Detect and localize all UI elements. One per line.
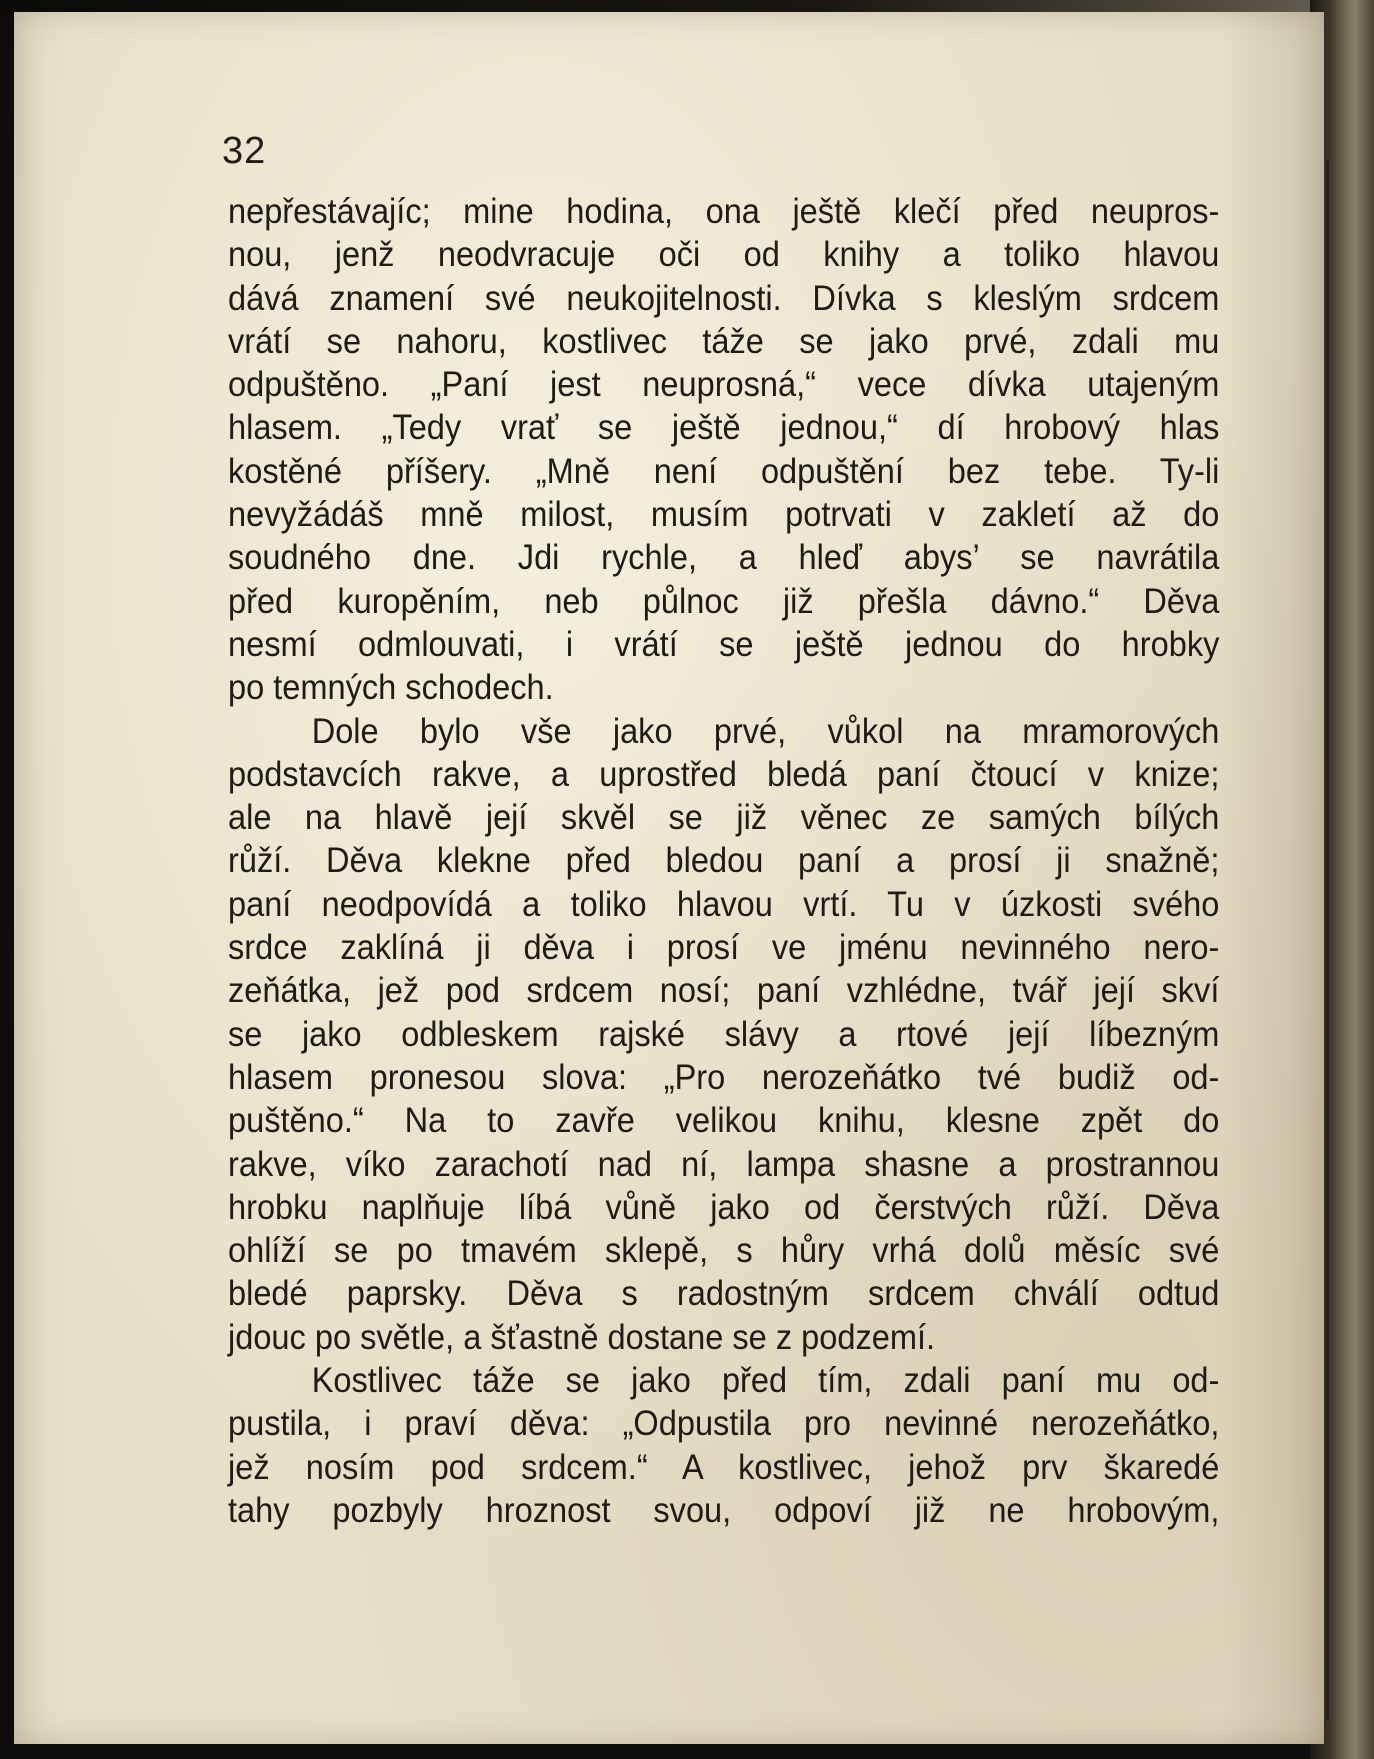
text-line: dává znamení své neukojitelnosti. Dívka s kleslým srdcem	[228, 278, 1220, 318]
text-line: po temných schodech.	[228, 668, 554, 708]
text-line: bledé paprsky. Děva s radostným srdcem chválí odtud	[228, 1274, 1220, 1314]
text-line: hlasem. „Tedy vrať se ještě jednou,“ dí hrobový hlas	[228, 408, 1220, 448]
text-line: před kuropěním, neb půlnoc již přešla dávno.“ Děva	[228, 581, 1220, 621]
text-line: pustila, i praví děva: „Odpustila pro nevinné nerozeňátko,	[228, 1404, 1220, 1444]
text-line: srdce zaklíná ji děva i prosí ve jménu nevinného nero-	[228, 928, 1220, 968]
text-line: podstavcích rakve, a uprostřed bledá paní čtoucí v knize;	[228, 754, 1220, 794]
text-line: Kostlivec táže se jako před tím, zdali paní mu od-	[311, 1361, 1220, 1401]
body-text	[228, 190, 1219, 1532]
text-line: rakve, víko zarachotí nad ní, lampa shasne a prostrannou	[228, 1144, 1220, 1184]
text-line: ale na hlavě její skvěl se již věnec ze samých bílých	[228, 798, 1220, 838]
text-line: nou, jenž neodvracuje oči od knihy a toliko hlavou	[228, 235, 1220, 275]
text-line: jdouc po světle, a šťastně dostane se z podzemí.	[228, 1317, 936, 1357]
text-line: růží. Děva klekne před bledou paní a prosí ji snažně;	[228, 841, 1220, 881]
page-number: 32	[222, 130, 267, 172]
text-line: odpuštěno. „Paní jest neuprosná,“ vece dívka utajeným	[228, 365, 1220, 405]
text-line: zeňátka, jež pod srdcem nosí; paní vzhlédne, tvář její skví	[228, 971, 1220, 1011]
text-line: puštěno.“ Na to zavře velikou knihu, klesne zpět do	[228, 1101, 1220, 1141]
text-line: hlasem pronesou slova: „Pro nerozeňátko tvé budiž od-	[228, 1057, 1220, 1097]
text-line: kostěné příšery. „Mně není odpuštění bez tebe. Ty-li	[228, 451, 1220, 491]
text-line: hrobku naplňuje líbá vůně jako od čerstvých růží. Děva	[228, 1187, 1220, 1227]
text-line: ohlíží se po tmavém sklepě, s hůry vrhá dolů měsíc své	[228, 1231, 1220, 1271]
text-line: tahy pozbyly hroznost svou, odpoví již ne hrobovým,	[228, 1490, 1220, 1530]
text-line: jež nosím pod srdcem.“ A kostlivec, jehož prv škaredé	[228, 1447, 1220, 1487]
text-line: se jako odbleskem rajské slávy a rtové její líbezným	[228, 1014, 1220, 1054]
text-line: nevyžádáš mně milost, musím potrvati v zakletí až do	[228, 495, 1220, 535]
text-line: Dole bylo vše jako prvé, vůkol na mramorových	[311, 711, 1220, 751]
text-line: vrátí se nahoru, kostlivec táže se jako prvé, zdali mu	[228, 321, 1220, 361]
binding-edge	[1326, 160, 1329, 1720]
text-line: nesmí odmlouvati, i vrátí se ještě jednou do hrobky	[228, 624, 1220, 664]
text-line: nepřestávajíc; mine hodina, ona ještě klečí před neupros-	[228, 192, 1220, 231]
text-line: paní neodpovídá a toliko hlavou vrtí. Tu v úzkosti svého	[228, 884, 1220, 924]
text-line: soudného dne. Jdi rychle, a hleď abys’ se navrátila	[228, 538, 1220, 578]
